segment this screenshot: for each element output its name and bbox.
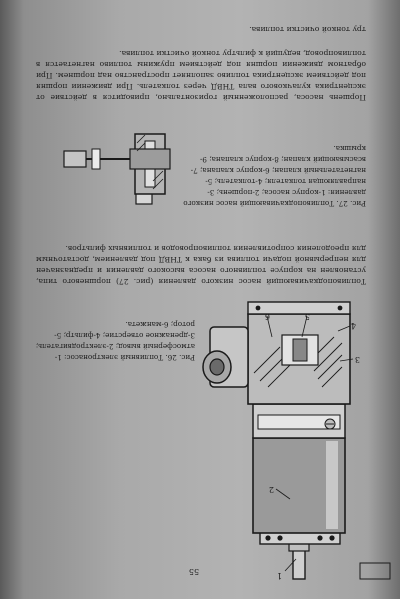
paragraph-tndn-intro: Топливоподкачивающий насос низкого давления (рис. 27) поршневого типа, установлен на корпусе топливного насоса высокого давления и предназначен для непрерывной подачи топлива из бака к ТНВД под давлением, достаточным для преодоления сопротивления топливопроводов и топливных фильтров. bbox=[36, 244, 366, 286]
page-number: 55 bbox=[188, 567, 200, 576]
fig27-caption: Рис. 27. Топливоподкачивающий насос низкого давления: 1-корпус насоса; 2-поршень; 3-направляющая толкателя; 4-толкатель; 5-нагнетательный клапан; 6-корпус клапана; 7-всасывающий клапан; 8-корпус клапана; 9-крышка. bbox=[183, 144, 366, 208]
paragraph-top-fragment: тру тонкой очистки топлива. bbox=[249, 25, 366, 34]
fig26-label-4: 4 bbox=[350, 321, 356, 330]
fig26-label-5: 5 bbox=[304, 312, 310, 321]
fig26-label-1: 1 bbox=[276, 571, 282, 580]
fig26-label-3: 3 bbox=[354, 355, 360, 364]
library-stamp bbox=[360, 563, 390, 579]
paragraph-piston: Поршень насоса, расположенный горизонтально, приводится в действие от эксцентрика кулачкового вала ТНВД через толкатель. При движении поршня под действием эксцентрика топливо заполняет пространство над поршнем. При обратном движении поршня под действием пружины топливо нагнетается в топливопровод, ведущий к фильтру тонкой очистки топлива. bbox=[36, 49, 366, 102]
fig26-label-2: 2 bbox=[268, 485, 274, 494]
fig26-caption: Рис. 26. Топливный электронасос: 1-атмосферный вывод; 2-электродвигатель; 3-дренажное отверстие; 4-фильтр; 5-ротор; 6-манжета. bbox=[35, 320, 195, 362]
fig26-label-6: 6 bbox=[264, 312, 270, 321]
